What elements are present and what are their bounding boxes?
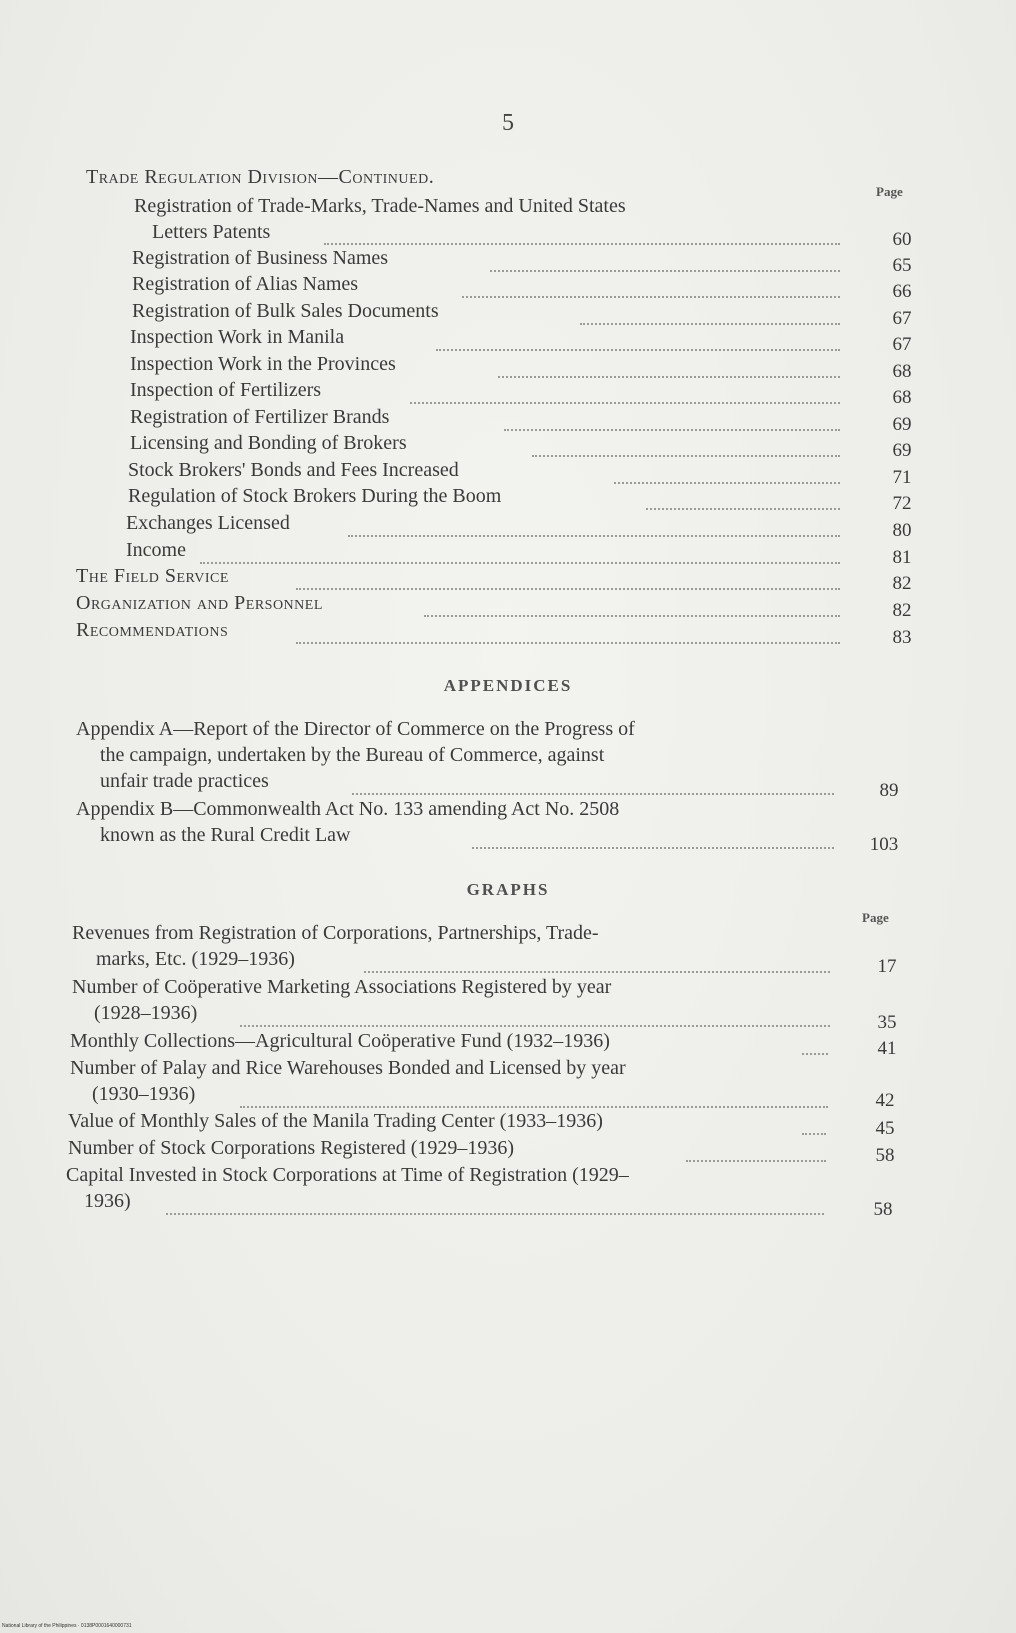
- page-ref: 58: [873, 1199, 893, 1220]
- page-number: 5: [502, 110, 514, 136]
- page-ref: 67: [892, 308, 912, 329]
- dot-leader: [166, 1213, 824, 1215]
- dot-leader: [490, 270, 840, 272]
- toc-entry: Registration of Alias Names: [132, 273, 359, 295]
- page-column-label: Page: [876, 184, 903, 199]
- dot-leader: [296, 588, 840, 590]
- page-ref: 80: [892, 520, 912, 541]
- dot-leader: [424, 615, 840, 617]
- toc-entry: Registration of Bulk Sales Documents: [132, 300, 439, 322]
- graph-entry: Monthly Collections—Agricultural Coöperative Fund (1932–1936): [70, 1030, 610, 1052]
- dot-leader: [504, 429, 840, 431]
- graph-entry: (1930–1936): [92, 1083, 196, 1105]
- page-ref: 71: [892, 467, 912, 488]
- scan-footer: National Library of the Philippines · 0138P0001640000731: [2, 1623, 132, 1629]
- dot-leader: [364, 971, 830, 973]
- graphs-heading: GRAPHS: [466, 880, 550, 899]
- page-ref: 66: [892, 281, 912, 302]
- page-ref: 69: [892, 440, 912, 461]
- appendix-entry: Appendix A—Report of the Director of Commerce on the Progress of: [76, 718, 635, 740]
- toc-entry: Licensing and Bonding of Brokers: [130, 432, 407, 454]
- graph-entry: Revenues from Registration of Corporations, Partnerships, Trade-: [72, 922, 599, 944]
- page-ref: 103: [869, 834, 899, 855]
- dot-leader: [200, 562, 840, 564]
- page-column-label: Page: [862, 910, 889, 925]
- toc-entry: Registration of Fertilizer Brands: [130, 406, 390, 428]
- page-ref: 45: [875, 1118, 895, 1139]
- toc-section-entry: Organization and Personnel: [76, 592, 323, 614]
- dot-leader: [324, 243, 840, 245]
- toc-entry: Inspection of Fertilizers: [130, 379, 322, 401]
- dot-leader: [436, 349, 840, 351]
- page-ref: 82: [892, 600, 912, 621]
- dot-leader: [646, 508, 840, 510]
- graph-entry: Value of Monthly Sales of the Manila Trading Center (1933–1936): [68, 1110, 603, 1132]
- graph-entry: Number of Coöperative Marketing Associations Registered by year: [72, 976, 612, 998]
- toc-section-heading: Trade Regulation Division—Continued.: [86, 166, 435, 188]
- dot-leader: [580, 323, 840, 325]
- appendix-entry: the campaign, undertaken by the Bureau of Commerce, against: [100, 744, 605, 766]
- page-ref: 72: [892, 493, 912, 514]
- page-ref: 89: [879, 780, 899, 801]
- graph-entry: 1936): [84, 1190, 131, 1212]
- toc-section-entry: The Field Service: [76, 565, 229, 587]
- dot-leader: [802, 1053, 828, 1055]
- graph-entry: Number of Palay and Rice Warehouses Bonded and Licensed by year: [70, 1057, 626, 1079]
- dot-leader: [614, 482, 840, 484]
- page-ref: 83: [892, 627, 912, 648]
- dot-leader: [498, 376, 840, 378]
- toc-entry: Regulation of Stock Brokers During the Boom: [128, 485, 502, 507]
- page-ref: 82: [892, 573, 912, 594]
- dot-leader: [472, 847, 834, 849]
- appendices-heading: APPENDICES: [443, 676, 573, 695]
- dot-leader: [296, 642, 840, 644]
- page-ref: 69: [892, 414, 912, 435]
- toc-section-entry: Recommendations: [76, 619, 229, 641]
- toc-entry: Income: [126, 539, 186, 561]
- toc-entry: Registration of Business Names: [132, 247, 389, 269]
- page-ref: 65: [892, 255, 912, 276]
- toc-entry: Letters Patents: [152, 221, 271, 243]
- page-ref: 67: [892, 334, 912, 355]
- graph-entry: Capital Invested in Stock Corporations at Time of Registration (1929–: [66, 1164, 629, 1186]
- dot-leader: [240, 1025, 830, 1027]
- page-ref: 42: [875, 1090, 895, 1111]
- graph-entry: Number of Stock Corporations Registered (1929–1936): [68, 1137, 515, 1159]
- appendix-entry: unfair trade practices: [100, 770, 269, 792]
- dot-leader: [532, 455, 840, 457]
- page-ref: 17: [877, 956, 897, 977]
- toc-entry: Stock Brokers' Bonds and Fees Increased: [128, 459, 459, 481]
- appendix-entry: known as the Rural Credit Law: [100, 824, 351, 846]
- graph-entry: marks, Etc. (1929–1936): [96, 948, 295, 970]
- page-ref: 68: [892, 361, 912, 382]
- page-ref: 58: [875, 1145, 895, 1166]
- toc-entry: Inspection Work in Manila: [130, 326, 345, 348]
- toc-entry: Registration of Trade-Marks, Trade-Names and United States: [134, 195, 626, 217]
- page-ref: 35: [877, 1012, 897, 1033]
- page-ref: 68: [892, 387, 912, 408]
- page-ref: 41: [877, 1038, 897, 1059]
- dot-leader: [410, 402, 840, 404]
- dot-leader: [348, 535, 840, 537]
- appendix-entry: Appendix B—Commonwealth Act No. 133 amending Act No. 2508: [76, 798, 620, 820]
- dot-leader: [462, 296, 840, 298]
- page-ref: 60: [892, 229, 912, 250]
- toc-entry: Exchanges Licensed: [126, 512, 290, 534]
- dot-leader: [686, 1160, 826, 1162]
- dot-leader: [802, 1133, 826, 1135]
- graph-entry: (1928–1936): [94, 1002, 198, 1024]
- page-ref: 81: [892, 547, 912, 568]
- toc-entry: Inspection Work in the Provinces: [130, 353, 396, 375]
- dot-leader: [352, 793, 834, 795]
